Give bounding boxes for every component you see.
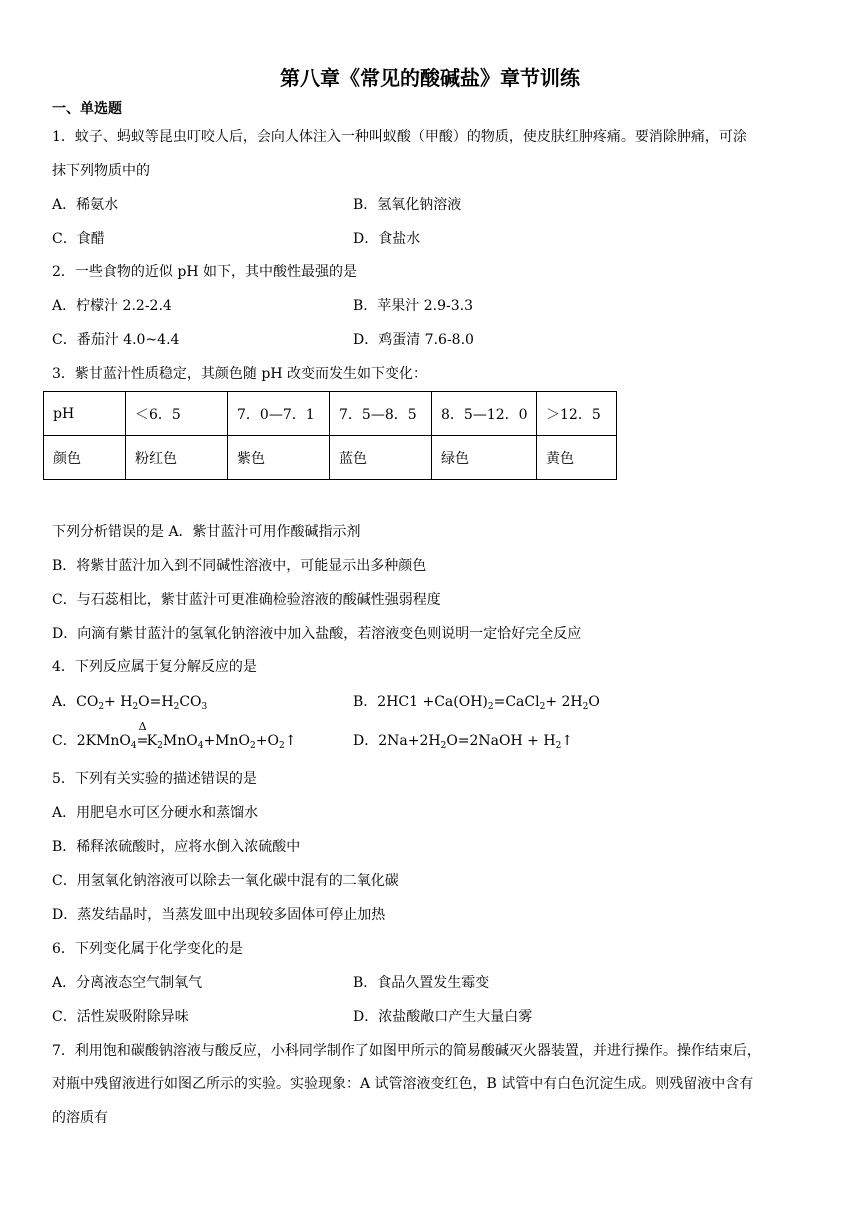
- subscript: 2: [440, 741, 447, 751]
- q6-stem: 6．下列变化属于化学变化的是: [52, 941, 243, 957]
- formula-text: D．2Na+2H: [353, 733, 441, 749]
- table-cell: 黄色: [537, 436, 617, 480]
- table-cell: 蓝色: [330, 436, 432, 480]
- q3-lead-option-a: 下列分析错误的是 A．紫甘蓝汁可用作酸碱指示剂: [52, 524, 361, 540]
- table-cell: 7．5—8．5: [330, 392, 432, 436]
- table-cell: 绿色: [432, 436, 537, 480]
- q2-stem: 2．一些食物的近似 pH 如下，其中酸性最强的是: [52, 264, 357, 280]
- q2-option-c: C．番茄汁 4.0~4.4: [52, 332, 180, 348]
- q5-option-d: D．蒸发结晶时，当蒸发皿中出现较多固体可停止加热: [52, 907, 386, 923]
- formula-text: + H: [104, 694, 133, 710]
- q3-option-b: B．将紫甘蓝汁加入到不同碱性溶液中，可能显示出多种颜色: [52, 558, 427, 574]
- subscript: 2: [278, 741, 285, 751]
- subscript: 2: [487, 702, 494, 712]
- q4-option-c: [52, 720, 297, 751]
- table-cell: pH: [44, 392, 126, 436]
- heating-condition: Δ =: [137, 731, 147, 751]
- formula-text: C．2KMnO: [52, 733, 131, 749]
- formula-text: A．CO: [52, 694, 99, 710]
- q2-option-d: D．鸡蛋清 7.6-8.0: [353, 332, 474, 348]
- formula-text: + 2H: [545, 694, 583, 710]
- q3-option-d: D．向滴有紫甘蓝汁的氢氧化钠溶液中加入盐酸，若溶液变色则说明一定恰好完全反应: [52, 626, 582, 642]
- formula-text: MnO: [162, 733, 198, 749]
- subscript: 2: [582, 702, 589, 712]
- page-title: 第八章《常见的酸碱盐》章节训练: [280, 66, 580, 90]
- formula-text: =CaCl: [493, 694, 540, 710]
- q7-stem-line3: 的溶质有: [52, 1110, 108, 1126]
- q1-option-b: B．氢氧化钠溶液: [353, 197, 462, 213]
- formula-text: CO: [179, 694, 202, 710]
- table-cell: 粉红色: [126, 436, 228, 480]
- table-row: [44, 436, 617, 480]
- q5-option-c: C．用氢氧化钠溶液可以除去一氧化碳中混有的二氧化碳: [52, 873, 399, 889]
- subscript: 2: [157, 741, 163, 751]
- formula-text: ↑: [561, 733, 574, 749]
- formula-text: B．2HC1 +Ca(OH): [353, 694, 488, 710]
- q1-stem-line2: 抹下列物质中的: [52, 163, 150, 179]
- q3-option-c: C．与石蕊相比，紫甘蓝汁可更准确检验溶液的酸碱性强弱程度: [52, 592, 441, 608]
- section-heading: 一、单选题: [52, 101, 122, 117]
- q6-option-b: B．食品久置发生霉变: [353, 975, 490, 991]
- table-cell: ＜6．5: [126, 392, 228, 436]
- subscript: 2: [555, 741, 562, 751]
- subscript: 3: [201, 702, 208, 712]
- formula-text: ↑: [284, 733, 297, 749]
- q5-stem: 5．下列有关实验的描述错误的是: [52, 771, 257, 787]
- q6-option-a: A．分离液态空气制氧气: [52, 975, 203, 991]
- q1-option-d: D．食盐水: [353, 231, 421, 247]
- formula-text: O: [588, 694, 600, 710]
- q6-option-c: C．活性炭吸附除异味: [52, 1009, 189, 1025]
- q3-stem: 3．紫甘蓝汁性质稳定，其颜色随 pH 改变而发生如下变化：: [52, 366, 427, 382]
- q2-option-a: A．柠檬汁 2.2-2.4: [52, 298, 172, 314]
- q7-stem-line1: 7．利用饱和碳酸钠溶液与酸反应，小科同学制作了如图甲所示的简易酸碱灭火器装置，并进行操作。操作结束后，: [52, 1043, 761, 1059]
- table-cell: 紫色: [228, 436, 330, 480]
- table-row: [44, 392, 617, 436]
- subscript: 2: [98, 702, 105, 712]
- q4-option-d: [353, 731, 573, 751]
- formula-text: +MnO: [203, 733, 250, 749]
- q5-option-a: A．用肥皂水可区分硬水和蒸馏水: [52, 805, 259, 821]
- subscript: 2: [250, 741, 256, 751]
- q5-option-b: B．稀释浓硫酸时，应将水倒入浓硫酸中: [52, 839, 301, 855]
- q7-stem-line2: 对瓶中残留液进行如图乙所示的实验。实验现象：A 试管溶液变红色，B 试管中有白色沉淀生成。则残留液中含有: [52, 1076, 754, 1092]
- q6-option-d: D．浓盐酸敞口产生大量白雾: [353, 1009, 533, 1025]
- q1-stem-line1: 1．蚊子、蚂蚁等昆虫叮咬人后，会向人体注入一种叫蚁酸（甲酸）的物质，使皮肤红肿疼痛。要消除肿痛，可涂: [52, 129, 747, 145]
- subscript: 2: [539, 702, 546, 712]
- subscript: 2: [173, 702, 180, 712]
- formula-text: O=H: [138, 694, 174, 710]
- table-cell: ＞12．5: [537, 392, 617, 436]
- delta-symbol: Δ: [138, 720, 147, 733]
- subscript: 4: [130, 741, 137, 751]
- formula-text: O=2NaOH + H: [446, 733, 556, 749]
- table-cell: 7．0—7．1: [228, 392, 330, 436]
- ph-color-table: [43, 391, 617, 480]
- q2-option-b: B．苹果汁 2.9-3.3: [353, 298, 473, 314]
- formula-text: +O: [255, 733, 279, 749]
- table-cell: 8．5—12．0: [432, 392, 537, 436]
- q4-option-b: [353, 692, 600, 712]
- subscript: 2: [132, 702, 139, 712]
- q4-stem: 4．下列反应属于复分解反应的是: [52, 659, 257, 675]
- q4-option-a: [52, 692, 207, 712]
- q1-option-a: A．稀氨水: [52, 197, 119, 213]
- table-cell: 颜色: [44, 436, 126, 480]
- q1-option-c: C．食醋: [52, 231, 105, 247]
- formula-text: K: [146, 733, 158, 749]
- subscript: 4: [197, 741, 204, 751]
